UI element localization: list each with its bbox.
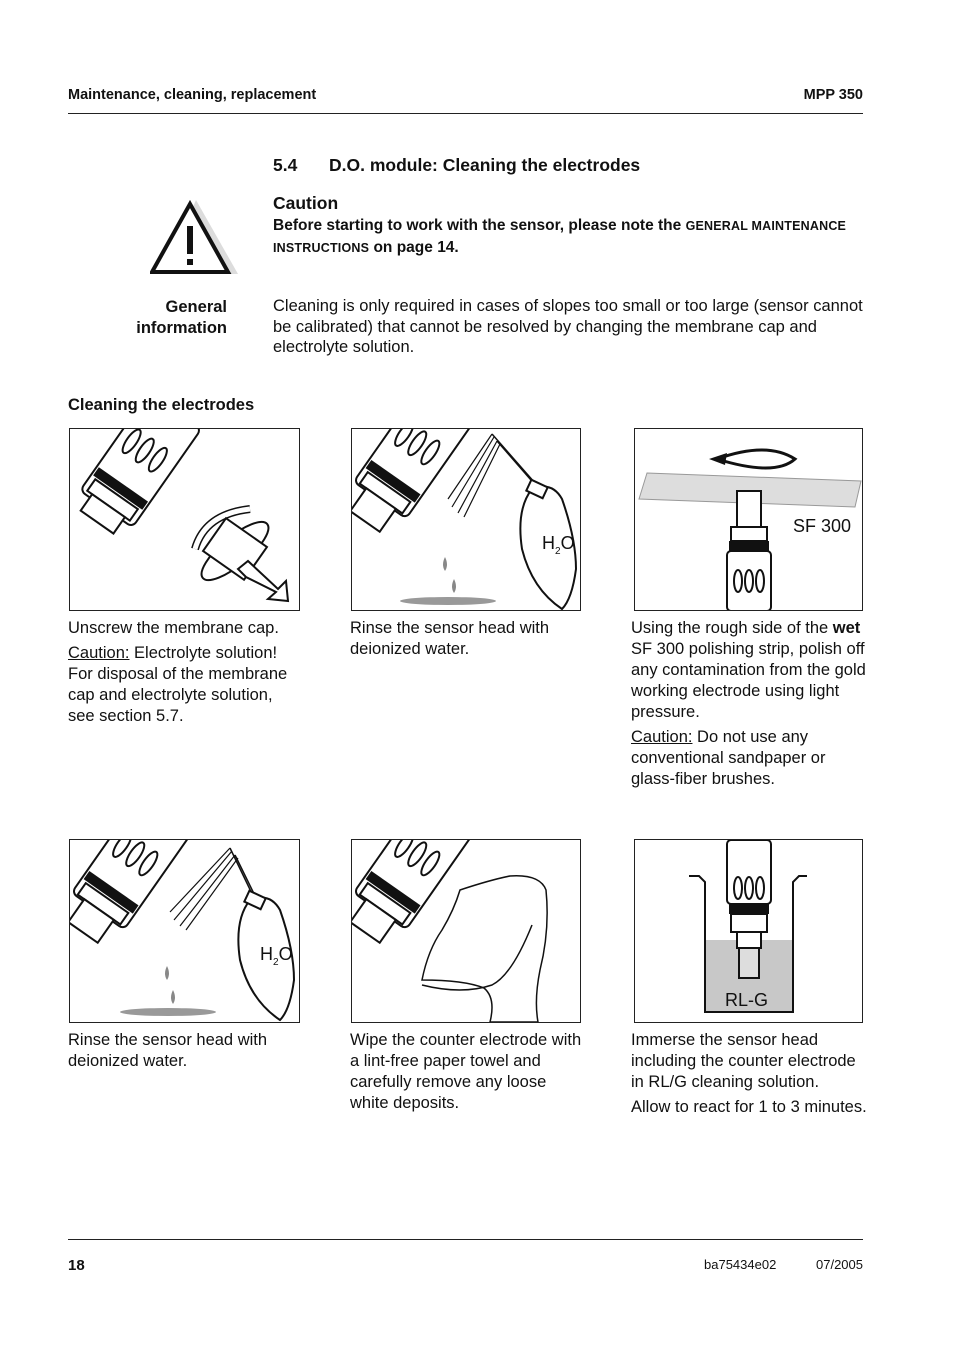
step3-caution-label: Caution: [631, 728, 693, 746]
document-id: ba75434e02 [704, 1257, 777, 1272]
caution-crossref: GENERAL MAINTENANCE INSTRUCTIONS [273, 219, 847, 255]
step2-text: Rinse the sensor head with deionized water. [350, 619, 550, 658]
general-information-text: Cleaning is only required in cases of slopes too small or too large (sensor cannot be calibrated) that cannot be resolved by changing the membrane cap and electrolyte solution. [273, 297, 863, 356]
section-title-text: D.O. module: Cleaning the electrodes [329, 155, 641, 175]
step2-caption [350, 618, 585, 664]
step6-caption [631, 1030, 867, 1122]
footer-rule [68, 1239, 863, 1240]
step6-text2: Allow to react for 1 to 3 minutes. [631, 1098, 867, 1116]
step3-caution [631, 727, 867, 790]
step1-caution-label: Caution: [68, 644, 130, 662]
step4-caption [68, 1030, 303, 1076]
step1-caution [68, 643, 303, 727]
step1-text: Unscrew the membrane cap. [68, 619, 279, 637]
figure2-sub: 2 [555, 546, 561, 557]
running-header-right: MPP 350 [803, 87, 863, 103]
caution-heading: Caution [273, 193, 339, 213]
figure-rinse-2 [69, 839, 300, 1023]
caution-text [273, 215, 868, 259]
document-date: 07/2005 [816, 1257, 863, 1272]
figure6-label: RL-G [725, 990, 769, 1010]
general-label-line2: information [136, 318, 227, 337]
figure-unscrew-cap [69, 428, 300, 611]
figure-wipe [351, 839, 581, 1023]
step4-text: Rinse the sensor head with deionized water. [68, 1031, 268, 1070]
general-label-line1: General [165, 298, 227, 316]
warning-triangle-icon [150, 198, 240, 278]
step1-caption [68, 618, 303, 731]
figure-immerse [634, 839, 863, 1023]
figure3-label: SF 300 [793, 516, 852, 536]
step6-text: Immerse the sensor head including the counter electrode in RL/G cleaning solution. [631, 1031, 856, 1091]
figure2-o: O [560, 533, 575, 553]
figure-polish [634, 428, 863, 611]
step3-text-before: Using the rough side of the [631, 619, 833, 637]
cleaning-heading: Cleaning the electrodes [68, 396, 255, 414]
step3-text-bold: wet [832, 619, 861, 637]
section-number: 5.4 [273, 155, 298, 175]
figure2-h: H [542, 533, 555, 553]
running-header-left: Maintenance, cleaning, replacement [68, 87, 317, 103]
figure4-o: O [278, 944, 293, 964]
step3-caution-text: Do not use any conventional sandpaper or glass-fiber brushes. [631, 728, 826, 788]
step3-text-after: SF 300 polishing strip, polish off any contamination from the gold working electrode using light pressure. [631, 640, 866, 721]
page-number: 18 [68, 1257, 85, 1274]
general-information-label [80, 297, 227, 338]
header-rule [68, 113, 863, 114]
caution-text-before: Before starting to work with the sensor, please note the [273, 217, 686, 234]
figure4-sub: 2 [273, 957, 279, 968]
step5-caption [350, 1030, 585, 1118]
step1-caution-text: Electrolyte solution! For disposal of the membrane cap and electrolyte solution, see section 5.7. [68, 644, 288, 725]
figure-rinse-1 [351, 428, 581, 611]
section-title [273, 155, 640, 176]
caution-text-after: on page 14. [369, 239, 459, 256]
step3-caption [631, 618, 867, 794]
step5-text: Wipe the counter electrode with a lint-free paper towel and carefully remove any loose white deposits. [350, 1031, 582, 1112]
step3-text [631, 618, 867, 723]
figure4-h: H [260, 944, 273, 964]
